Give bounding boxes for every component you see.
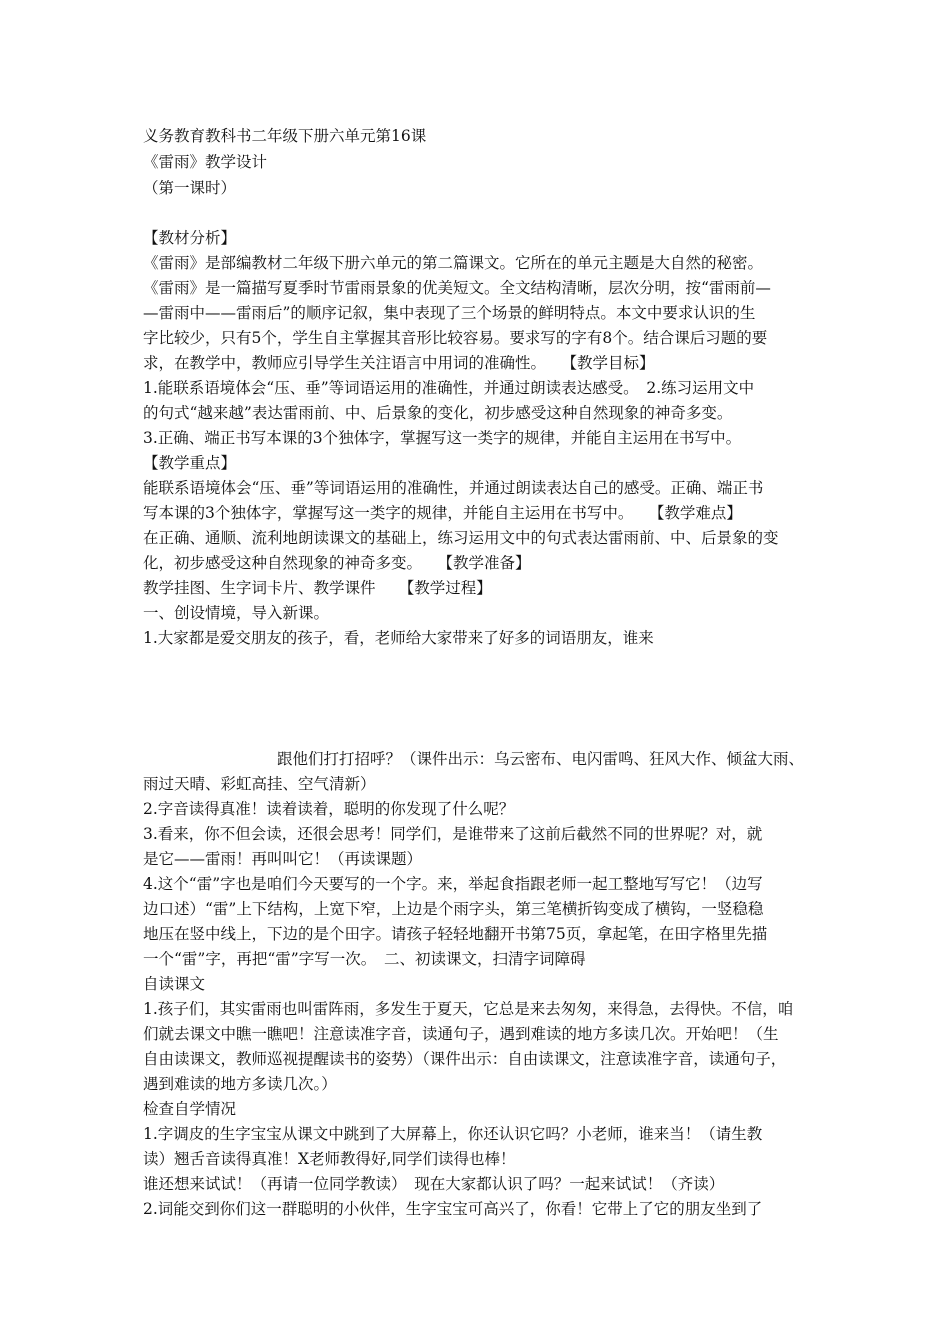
body-line: 4.这个“雷”字也是咱们今天要写的一个字。来，举起食指跟老师一起工整地写写它！（边写 <box>143 875 763 893</box>
body-line: 求，在教学中，教师应引导学生关注语言中用词的准确性。 【教学目标】 <box>143 354 655 372</box>
body-line: 字比较少，只有5个，学生自主掌握其音形比较容易。要求写的字有8个。结合课后习题的要 <box>143 329 768 347</box>
section-heading: 自读课文 <box>143 975 206 993</box>
section-heading: 【教材分析】 <box>143 229 237 247</box>
body-line: 1.能联系语境体会“压、垂”等词语运用的准确性，并通过朗读表达感受。 2.练习运用文中 <box>143 379 755 397</box>
doc-header-line: 义务教育教科书二年级下册六单元第16课 <box>143 127 427 145</box>
body-line: 写本课的3个独体字，掌握写这一类字的规律，并能自主运用在书写中。 【教学难点】 <box>143 504 742 522</box>
body-line: 们就去课文中瞧一瞧吧！注意读准字音，读通句子，遇到难读的地方多读几次。开始吧！（生 <box>143 1025 779 1043</box>
body-line: 边口述）“雷”上下结构，上宽下窄，上边是个雨字头，第三笔横折钩变成了横钩，一竖稳稳 <box>143 900 764 918</box>
body-line: 化，初步感受这种自然现象的神奇多变。 【教学准备】 <box>143 554 531 572</box>
doc-subtitle: （第一课时） <box>143 179 237 197</box>
body-line: —雷雨中——雷雨后”的顺序记叙，集中表现了三个场景的鲜明特点。本文中要求认识的生 <box>143 304 756 322</box>
body-line: 一个“雷”字，再把“雷”字写一次。 二、初读课文，扫清字词障碍 <box>143 950 586 968</box>
body-line: 能联系语境体会“压、垂”等词语运用的准确性，并通过朗读表达自己的感受。正确、端正书 <box>143 479 764 497</box>
body-line: 跟他们打打招呼？（课件出示：乌云密布、电闪雷鸣、狂风大作、倾盆大雨、 <box>277 750 805 768</box>
section-heading: 检查自学情况 <box>143 1100 237 1118</box>
body-line: 雨过天晴、彩虹高挂、空气清新） <box>143 775 376 793</box>
body-line: 谁还想来试试！（再请一位同学教读） 现在大家都认识了吗？一起来试试！（齐读） <box>143 1175 725 1193</box>
body-line: 3.正确、端正书写本课的3个独体字，掌握写这一类字的规律，并能自主运用在书写中。 <box>143 429 742 447</box>
body-line: 一、创设情境，导入新课。 <box>143 604 330 622</box>
body-line: 教学挂图、生字词卡片、教学课件 【教学过程】 <box>143 579 492 597</box>
body-line: 是它——雷雨！再叫叫它！（再读课题） <box>143 850 423 868</box>
body-line: 1.大家都是爱交朋友的孩子，看，老师给大家带来了好多的词语朋友，谁来 <box>143 629 654 647</box>
body-line: 读）翘舌音读得真准！X老师教得好,同学们读得也棒！ <box>143 1150 516 1168</box>
body-line: 遇到难读的地方多读几次。） <box>143 1075 337 1093</box>
body-line: 2.字音读得真准！读着读着，聪明的你发现了什么呢？ <box>143 800 515 818</box>
body-line: 的句式“越来越”表达雷雨前、中、后景象的变化，初步感受这种自然现象的神奇多变。 <box>143 404 733 422</box>
body-line: 自由读课文，教师巡视提醒读书的姿势）（课件出示：自由读课文，注意读准字音，读通句子， <box>143 1050 787 1068</box>
body-line: 1.孩子们，其实雷雨也叫雷阵雨，多发生于夏天，它总是来去匆匆，来得急，去得快。不信，咱 <box>143 1000 794 1018</box>
section-heading: 【教学重点】 <box>143 454 237 472</box>
body-line: 在正确、通顺、流利地朗读课文的基础上，练习运用文中的句式表达雷雨前、中、后景象的变 <box>143 529 779 547</box>
body-line: 1.字调皮的生字宝宝从课文中跳到了大屏幕上，你还认识它吗？小老师，谁来当！（请生教 <box>143 1125 763 1143</box>
body-line: 《雷雨》是部编教材二年级下册六单元的第二篇课文。它所在的单元主题是大自然的秘密。 <box>143 254 764 272</box>
body-line: 地压在竖中线上，下边的是个田字。请孩子轻轻地翻开书第75页，拿起笔，在田字格里先描 <box>143 925 768 943</box>
body-line: 3.看来，你不但会读，还很会思考！同学们，是谁带来了这前后截然不同的世界呢？对，就 <box>143 825 763 843</box>
doc-title: 《雷雨》教学设计 <box>143 153 268 171</box>
body-line: 《雷雨》是一篇描写夏季时节雷雨景象的优美短文。全文结构清晰，层次分明，按“雷雨前— <box>143 279 771 297</box>
body-line: 2.词能交到你们这一群聪明的小伙伴，生字宝宝可高兴了，你看！它带上了它的朋友坐到了 <box>143 1200 763 1218</box>
